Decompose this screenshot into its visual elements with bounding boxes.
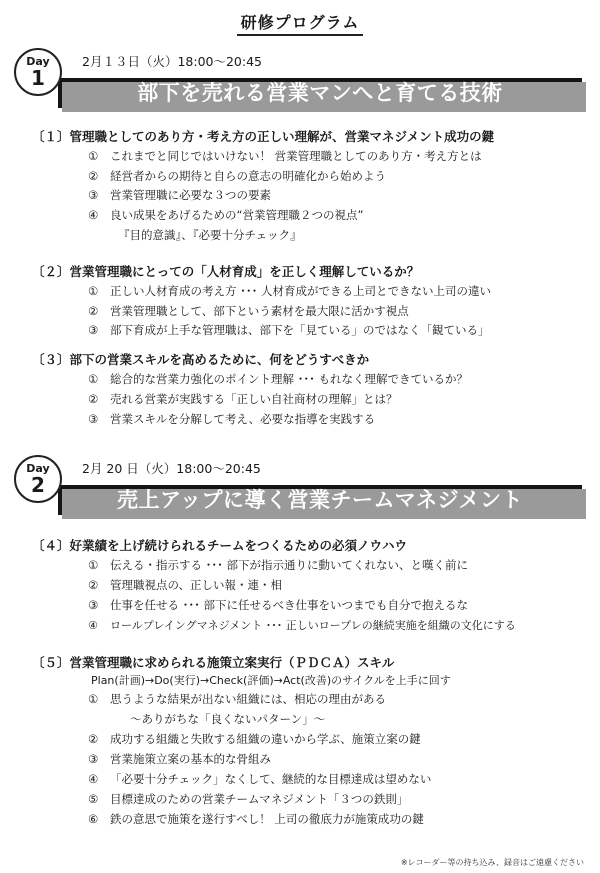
list-item — [88, 168, 386, 184]
list-item — [88, 691, 386, 707]
page-title-text: 研修プログラム — [237, 10, 364, 36]
list-item — [88, 207, 363, 223]
day-badge — [14, 48, 62, 96]
item-text: 伝える・指示する ･･･ 部下が指示通りに動いてくれない、と嘆く前に — [110, 558, 469, 572]
list-item — [88, 751, 271, 767]
section-heading: 〔１〕管理職としてのあり方・考え方の正しい理解が、営業マネジメント成功の鍵 — [32, 129, 495, 144]
item-continuation: 『目的意識』、『必要十分チェック』 — [118, 228, 302, 242]
item-text: 目標達成のための営業チームマネジメント「３つの鉄則」 — [110, 792, 409, 806]
item-marker: ② — [88, 732, 99, 746]
item-text: 仕事を任せる ･･･ 部下に任せるべき仕事をいつまでも自分で抱えるな — [110, 598, 469, 612]
item-text: 思うような結果が出ない組織には、相応の理由がある — [110, 692, 386, 706]
footnote: ※レコーダー等の持ち込み、録音はご遠慮ください — [400, 858, 584, 867]
day-label: Day — [26, 462, 50, 475]
item-text: 正しい人材育成の考え方 ･･･ 人材育成ができる上司とできない上司の違い — [110, 284, 492, 298]
day-number: 2 — [31, 473, 45, 497]
list-item — [88, 283, 491, 299]
list-item — [88, 771, 431, 787]
section-heading: 〔４〕好業績を上げ続けられるチームをつくるための必須ノウハウ — [32, 538, 408, 553]
item-text: 成功する組織と失敗する組織の違いから学ぶ、施策立案の鍵 — [110, 732, 421, 746]
item-marker: ① — [88, 149, 99, 163]
item-text: 経営者からの期待と自らの意志の明確化から始めよう — [110, 169, 386, 183]
item-marker: ⑥ — [88, 812, 99, 826]
item-marker: ③ — [88, 188, 99, 202]
day-number: 1 — [31, 66, 45, 90]
list-item — [88, 617, 516, 633]
item-text: 鉄の意思で施策を遂行すべし！ 上司の徹底力が施策成功の鍵 — [110, 812, 424, 826]
item-text: 営業管理職に必要な３つの要素 — [110, 188, 271, 202]
item-marker: ④ — [88, 619, 98, 632]
item-marker: ② — [88, 578, 99, 592]
section-heading: 〔２〕営業管理職にとっての「人材育成」を正しく理解しているか？ — [32, 264, 420, 279]
item-marker: ① — [88, 558, 99, 572]
pdca-intro: Plan(計画)→Do(実行)→Check(評価)→Act(改善)のサイクルを上手に回す — [91, 674, 451, 687]
list-item — [88, 371, 468, 387]
list-item — [88, 811, 424, 827]
item-text: 総合的な営業力強化のポイント理解 ･･･ もれなく理解できているか？ — [110, 372, 469, 386]
item-marker: ③ — [88, 412, 99, 426]
item-text: 「必要十分チェック」なくして、継続的な目標達成は望めない — [110, 772, 432, 786]
list-item — [88, 597, 468, 613]
day-banner: 売上アップに導く営業チームマネジメント — [58, 485, 582, 515]
item-text: 営業施策立案の基本的な骨組み — [110, 752, 271, 766]
item-text: 部下育成が上手な管理職は、部下を「見ている」のではなく「観ている」 — [110, 323, 490, 337]
list-item — [88, 187, 271, 203]
list-item — [88, 557, 468, 573]
section-heading: 〔５〕営業管理職に求められる施策立案実行（ＰＤＣＡ）スキル — [32, 655, 395, 670]
item-marker: ② — [88, 169, 99, 183]
list-item — [88, 791, 408, 807]
item-text: ロールプレイングマネジメント ･･･ 正しいロープレの継続実施を組織の文化にする — [110, 619, 516, 632]
section-heading: 〔３〕部下の営業スキルを高めるために、何をどうすべきか — [32, 352, 370, 367]
item-marker: ③ — [88, 598, 99, 612]
item-text: 営業スキルを分解して考え、必要な指導を実践する — [110, 412, 376, 426]
item-marker: ① — [88, 284, 99, 298]
list-item — [88, 731, 421, 747]
item-marker: ② — [88, 304, 99, 318]
item-text: 良い成果をあげるための“営業管理職２つの視点” — [110, 208, 364, 222]
item-text: 営業管理職として、部下という素材を最大限に活かす視点 — [110, 304, 409, 318]
item-text: これまでと同じではいけない！ 営業管理職としてのあり方・考え方とは — [110, 149, 482, 163]
item-marker: ④ — [88, 772, 99, 786]
item-marker: ① — [88, 372, 99, 386]
list-item — [88, 148, 482, 164]
item-marker: ③ — [88, 323, 99, 337]
item-marker: ⑤ — [88, 792, 99, 806]
day-label: Day — [26, 55, 50, 68]
day-date: 2月 20 日（火）18:00〜20:45 — [82, 461, 261, 476]
item-text: 売れる営業が実践する「正しい自社商材の理解」とは？ — [110, 392, 398, 406]
day-badge — [14, 455, 62, 503]
day-banner: 部下を売れる営業マンへと育てる技術 — [58, 78, 582, 108]
item-continuation: 〜ありがちな「良くないパターン」〜 — [130, 712, 326, 726]
item-marker: ① — [88, 692, 99, 706]
day-date: 2月１３日（火）18:00〜20:45 — [82, 54, 262, 69]
item-text: 管理職視点の、正しい報・連・相 — [110, 578, 283, 592]
list-item — [88, 577, 282, 593]
item-marker: ② — [88, 392, 99, 406]
item-marker: ④ — [88, 208, 99, 222]
list-item — [88, 322, 490, 338]
list-item — [88, 411, 375, 427]
list-item — [88, 391, 398, 407]
page-title — [0, 10, 600, 36]
item-marker: ③ — [88, 752, 99, 766]
list-item — [88, 303, 409, 319]
